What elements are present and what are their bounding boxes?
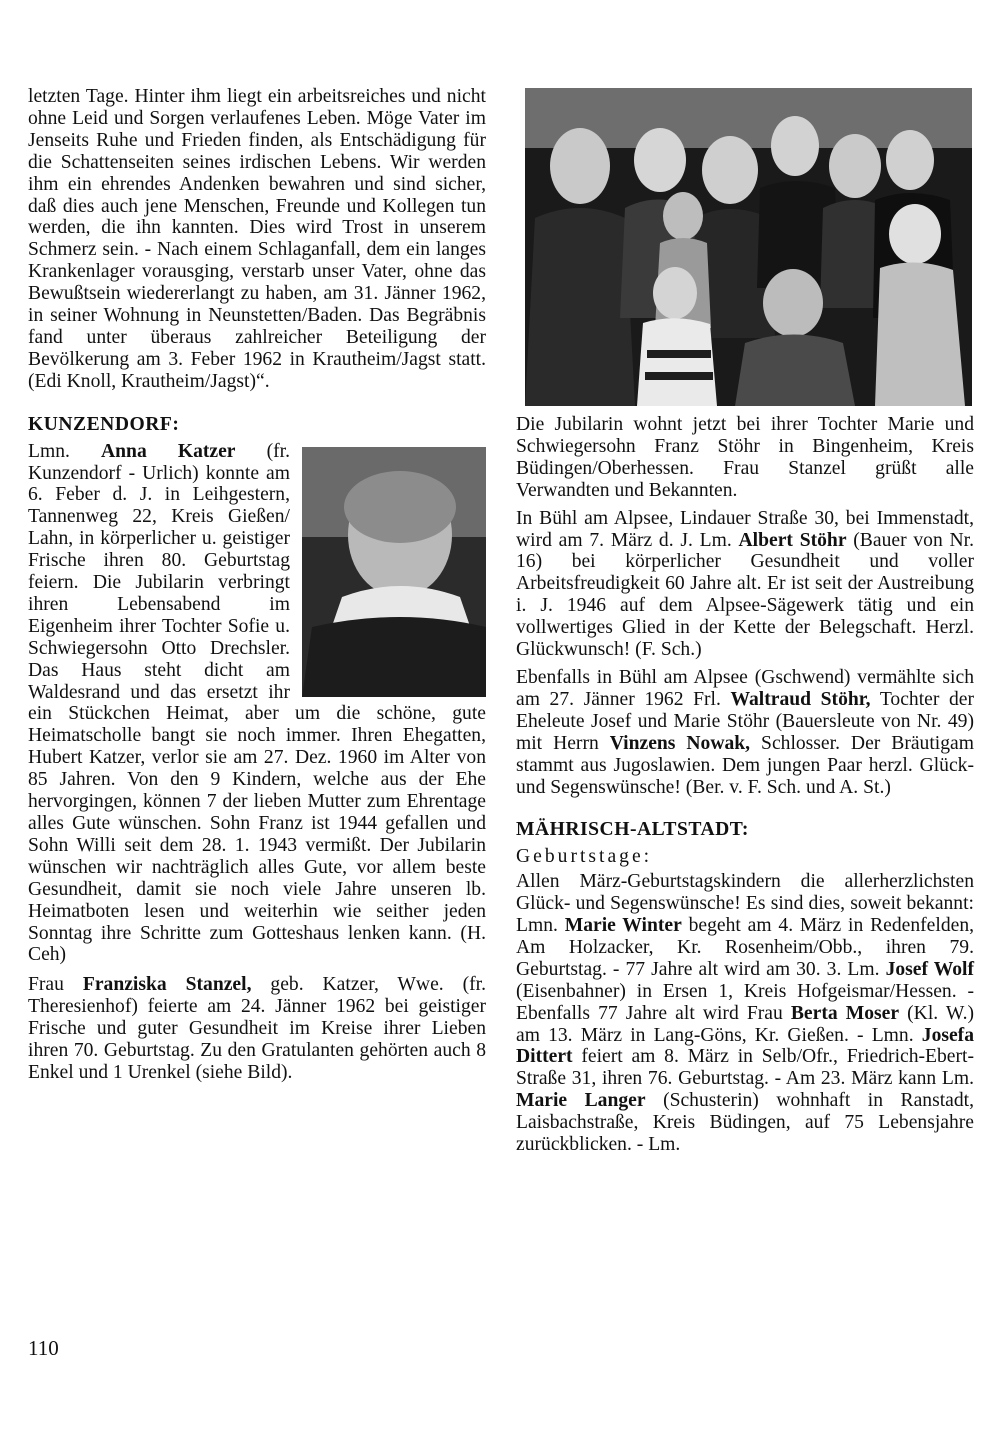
- left-paragraph-1: letzten Tage. Hinter ihm liegt ein arbeitsreiches und nicht ohne Leid und Sorgen verlaufenes Leben. Möge Vater im Jenseits Ruhe und Frieden finden, als Entschädigung für die Schattenseiten seines irdischen Lebens. Wir werden ihm ein ehrendes Andenken bewahren und sind sicher, daß dies auch jene Menschen, Freunde und Kollegen tun werden, die ihn kannten. Dies wird Trost in unserem Schmerz sein. - Nach einem Schlaganfall, dem ein langes Krankenlager vorausging, verstarb unser Vater, ohne das Bewußtsein wiedererlangt zu haben, am 31. Jänner 1962, in seiner Wohnung in Neunstetten/Baden. Das Begräbnis fand unter überaus zahlreicher Beteiligung der Bevölkerung am 3. Feber 1962 in Krautheim/Jagst statt. (Edi Knoll, Krautheim/Jagst)“.: [28, 86, 486, 392]
- page-number: 110: [28, 1336, 59, 1360]
- person-name: Waltraud Stöhr,: [730, 688, 871, 710]
- left-paragraph-3: Frau Franziska Stanzel, geb. Katzer, Wwe. (fr. Theresienhof) feierte am 24. Jänner 1962 bei geistiger Frische und guter Gesundheit im Kreise ihrer Lieben ihren 70. Geburtstag. Zu den Gratulanten gehörten auch 8 Enkel und 1 Urenkel (siehe Bild).: [28, 974, 486, 1083]
- person-name: Franziska Stanzel,: [82, 974, 252, 996]
- subheading-geburtstage: Geburtstage:: [516, 846, 653, 868]
- person-name: Josefa Dittert: [516, 1024, 975, 1068]
- person-name: Vinzens Nowak,: [609, 732, 751, 754]
- person-name: Marie Langer: [516, 1090, 646, 1112]
- right-paragraph-4: Allen März-Geburtstagskindern die allerherzlichsten Glück- und Segenswünsche! Es sind dies, soweit bekannt: Lmn. Marie Winter begeht am 4. März in Redenfelden, Am Holzacker, Kr. Rosenheim/Obb., ihren 79. Geburtstag. - 77 Jahre alt wird am 30. 3. Lm. Josef Wolf (Eisenbahner) in Ersen 1, Kreis Hofgeismar/Hessen. - Ebenfalls 77 Jahre alt wird Frau Berta Moser (Kl. W.) am 13. März in Lang-Göns, Kr. Gießen. - Lmn. Josefa Dittert feiert am 8. März in Selb/Ofr., Friedrich-Ebert-Straße 31, ihren 76. Geburtstag. - Am 23. März kann Lm. Marie Langer (Schusterin) wohnhaft in Ranstadt, Laisbachstraße, Kreis Büdingen, auf 75 Lebensjahre zurückblicken. - Lm.: [516, 871, 975, 1156]
- portrait-photo: [302, 447, 486, 697]
- left-paragraph-2: Lmn. Anna Katzer (fr. Kunzendorf - Urlich) konnte am 6. Feber d. J. in Leihgestern, Tannenweg 22, Kreis Gießen/ Lahn, in körperlicher u. geistiger Frische ihren 80. Geburtstag feiern. Die Jubilarin verbringt ihren Lebensabend im Eigenheim ihrer Tochter Sofie u. Schwiegersohn Otto Drechsler. Das Haus steht dicht am Waldesrand und das ersetzt ihr ein Stückchen Heimat, aber um die schöne, gute Heimatscholle bangt sie noch immer. Ihren Ehegatten, Hubert Katzer, verlor sie am 27. Dez. 1960 im Alter von 85 Jahren. Von den 9 Kindern, welche aus der Ehe hervorgingen, können 7 der lieben Mutter zum Ehrentage alles Gute wünschen. Sohn Franz ist 1944 gefallen und Sohn Willi seit dem 28. 1. 1943 vermißt. Der Jubilarin wünschen wir nachträglich alles Gute, vor allem beste Gesundheit, damit sie noch viele Jahre unseren lb. Heimatboten lesen und weiterhin wie seither jeden Sonntag ihre Schritte zum Gotteshaus lenken kann. (H. Ceh): [28, 440, 486, 966]
- right-paragraph-1: Die Jubilarin wohnt jetzt bei ihrer Tochter Marie und Schwiegersohn Franz Stöhr in Bingenheim, Kreis Büdingen/Oberhessen. Frau Stanzel grüßt alle Verwandten und Bekannten.: [516, 414, 974, 501]
- right-paragraph-2: In Bühl am Alpsee, Lindauer Straße 30, bei Immenstadt, wird am 7. März d. J. Lm. Albert Stöhr (Bauer von Nr. 16) bei körperlicher Gesundheit und voller Arbeitsfreudigkeit 60 Jahre alt. Er ist seit der Austreibung i. J. 1946 auf dem Alpsee-Sägewerk tätig und ein vollwertiges Glied in der Kette der Belegschaft. Herzl. Glückwunsch! (F. Sch.): [516, 507, 974, 661]
- person-name: Berta Moser: [790, 1002, 900, 1024]
- family-photo: [525, 88, 972, 406]
- section-heading-altstadt: MÄHRISCH-ALTSTADT:: [516, 819, 749, 841]
- left-column: [28, 86, 486, 1087]
- right-paragraph-3: Ebenfalls in Bühl am Alpsee (Gschwend) vermählte sich am 27. Jänner 1962 Frl. Waltraud Stöhr, Tochter der Eheleute Josef und Marie Stöhr (Bauersleute von Nr. 49) mit Herrn Vinzens Nowak, Schlosser. Der Bräutigam stammt aus Jugoslawien. Dem jungen Paar herzl. Glück- und Segenswünsche! (Ber. v. F. Sch. und A. St.): [516, 666, 974, 798]
- right-column: [516, 414, 974, 1159]
- section-heading-kunzendorf: KUNZENDORF:: [28, 413, 180, 435]
- person-name: Albert Stöhr: [738, 529, 847, 551]
- person-name: Marie Winter: [564, 915, 682, 937]
- person-name: Anna Katzer: [101, 440, 236, 462]
- person-name: Josef Wolf: [885, 958, 974, 980]
